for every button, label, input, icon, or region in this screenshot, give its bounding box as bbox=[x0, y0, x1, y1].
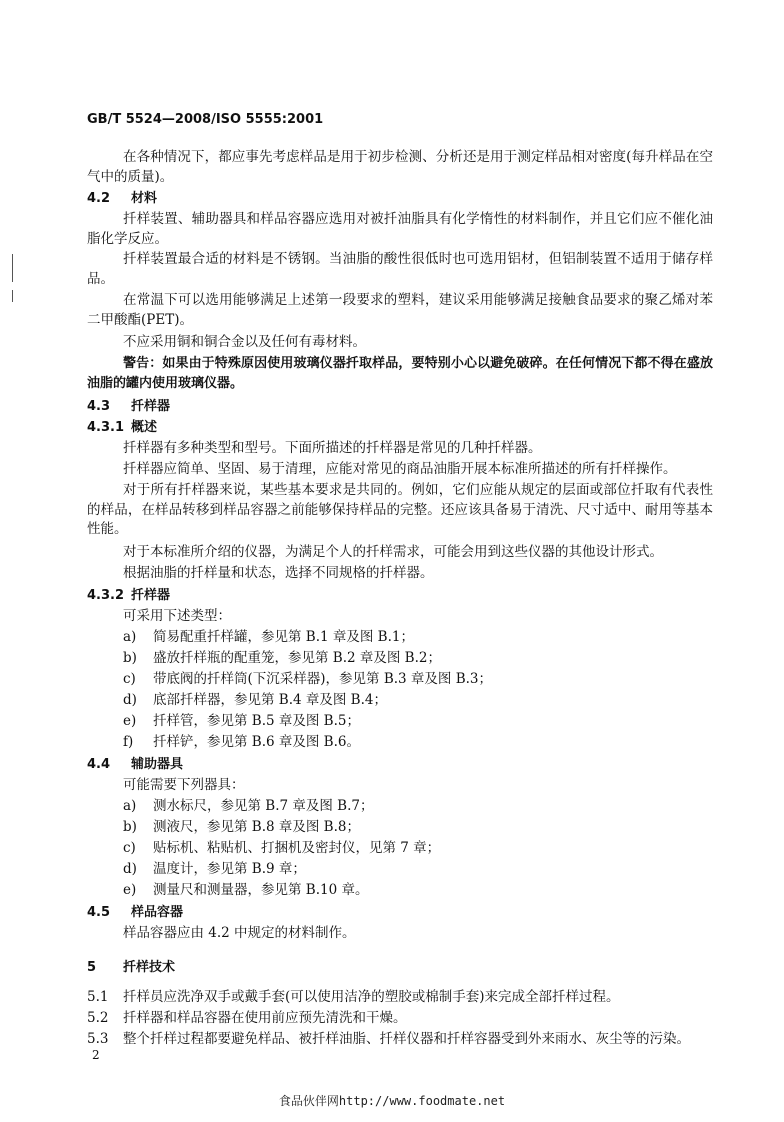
list-text: 带底阀的扦样筒(下沉采样器)，参见第 B.3 章及图 B.3； bbox=[153, 671, 493, 687]
clause bbox=[87, 1030, 690, 1050]
list-text: 测量尺和测量器，参见第 B.10 章。 bbox=[153, 882, 369, 898]
section-title: 概述 bbox=[131, 420, 158, 435]
section-title: 扦样器 bbox=[131, 588, 171, 603]
list-item bbox=[123, 691, 387, 711]
list-item bbox=[123, 881, 368, 901]
paragraph: 扦样器应简单、坚固、易于清理，应能对常见的商品油脂开展本标准所描述的所有扦样操作。 bbox=[123, 461, 677, 477]
section-title: 样品容器 bbox=[131, 905, 184, 920]
paragraph: 对于本标准所介绍的仪器，为满足个人的扦样需求，可能会用到这些仪器的其他设计形式。 bbox=[123, 544, 663, 560]
list-intro: 可采用下述类型： bbox=[123, 608, 231, 624]
list-item bbox=[123, 797, 373, 817]
list-text: 底部扦样器，参见第 B.4 章及图 B.4； bbox=[153, 692, 387, 708]
list-item bbox=[123, 628, 414, 648]
paragraph: 对于所有扦样器来说，某些基本要求是共同的。例如，它们应能从规定的层面或部位扦取有代表性的样品，在样品转移到样品容器之前能够保持样品的完整。还应该具备易于清洗、尺寸适中、耐用等基本性能。 bbox=[87, 482, 713, 537]
list-item bbox=[123, 670, 492, 690]
list-item bbox=[123, 818, 360, 838]
list-text: 扦样铲，参见第 B.6 章及图 B.6。 bbox=[153, 734, 360, 750]
section-number: 4.3 bbox=[87, 399, 111, 414]
margin-mark bbox=[12, 290, 13, 302]
margin-mark bbox=[12, 254, 13, 282]
section-4-3-heading bbox=[87, 397, 170, 417]
section-number: 4.3.2 bbox=[87, 588, 125, 603]
list-marker: c) bbox=[123, 840, 136, 856]
list-marker: a) bbox=[123, 629, 137, 645]
footer-watermark: 食品伙伴网http://www.foodmate.net bbox=[278, 1094, 506, 1108]
section-title: 辅助器具 bbox=[131, 757, 184, 772]
section-4-3-2-heading bbox=[87, 586, 170, 606]
clause-number: 5.1 bbox=[87, 989, 109, 1005]
section-title: 材料 bbox=[131, 191, 158, 206]
section-number: 4.2 bbox=[87, 191, 111, 206]
page-number: 2 bbox=[92, 1048, 100, 1062]
paragraph: 扦样装置、辅助器具和样品容器应选用对被扦油脂具有化学惰性的材料制作，并且它们应不催化油脂化学反应。 bbox=[87, 211, 713, 247]
list-marker: b) bbox=[123, 650, 137, 666]
section-number: 4.5 bbox=[87, 905, 111, 920]
warning-paragraph: 警告：如果由于特殊原因使用玻璃仪器扦取样品，要特别小心以避免破碎。在任何情况下都不得在盛放油脂的罐内使用玻璃仪器。 bbox=[87, 356, 713, 391]
clause-number: 5.2 bbox=[87, 1010, 109, 1026]
list-marker: e) bbox=[123, 713, 137, 729]
list-marker: b) bbox=[123, 819, 137, 835]
list-item bbox=[123, 733, 360, 753]
list-text: 测水标尺，参见第 B.7 章及图 B.7； bbox=[153, 798, 374, 814]
paragraph: 根据油脂的扦样量和状态，选择不同规格的扦样器。 bbox=[123, 565, 434, 581]
section-4-3-1-heading bbox=[87, 418, 157, 438]
clause bbox=[87, 1009, 407, 1029]
clause-text: 扦样器和样品容器在使用前应预先清洗和干燥。 bbox=[123, 1010, 407, 1026]
section-number: 5 bbox=[87, 960, 97, 975]
clause-number: 5.3 bbox=[87, 1031, 109, 1047]
standard-header: GB/T 5524—2008/ISO 5555:2001 bbox=[87, 112, 324, 127]
list-text: 测液尺，参见第 B.8 章及图 B.8； bbox=[153, 819, 360, 835]
list-intro: 可能需要下列器具： bbox=[123, 777, 245, 793]
list-marker: d) bbox=[123, 861, 137, 877]
clause bbox=[87, 988, 620, 1008]
section-5-heading bbox=[87, 958, 175, 978]
list-item bbox=[123, 649, 441, 669]
list-marker: a) bbox=[123, 798, 137, 814]
paragraph: 扦样装置最合适的材料是不锈钢。当油脂的酸性很低时也可选用铝材，但铝制装置不适用于储存样品。 bbox=[87, 251, 713, 287]
list-text: 盛放扦样瓶的配重笼，参见第 B.2 章及图 B.2； bbox=[153, 650, 441, 666]
section-number: 4.3.1 bbox=[87, 420, 125, 435]
clause-text: 扦样员应洗净双手或戴手套(可以使用洁净的塑胶或棉制手套)来完成全部扦样过程。 bbox=[123, 989, 620, 1005]
section-title: 扦样技术 bbox=[123, 960, 176, 975]
section-4-2-heading bbox=[87, 189, 157, 209]
list-marker: f) bbox=[123, 734, 134, 750]
list-text: 简易配重扦样罐，参见第 B.1 章及图 B.1； bbox=[153, 629, 414, 645]
paragraph: 在常温下可以选用能够满足上述第一段要求的塑料，建议采用能够满足接触食品要求的聚乙烯对苯二甲酸酯(PET)。 bbox=[87, 292, 713, 328]
list-text: 扦样管，参见第 B.5 章及图 B.5； bbox=[153, 713, 360, 729]
paragraph: 不应采用铜和铜合金以及任何有毒材料。 bbox=[123, 334, 366, 350]
paragraph: 扦样器有多种类型和型号。下面所描述的扦样器是常见的几种扦样器。 bbox=[123, 440, 542, 456]
list-text: 贴标机、粘贴机、打捆机及密封仪，见第 7 章； bbox=[153, 840, 441, 856]
list-item bbox=[123, 839, 440, 859]
list-item bbox=[123, 712, 360, 732]
list-item bbox=[123, 860, 306, 880]
section-number: 4.4 bbox=[87, 757, 111, 772]
clause-text: 整个扦样过程都要避免样品、被扦样油脂、扦样仪器和扦样容器受到外来雨水、灰尘等的污染。 bbox=[123, 1031, 690, 1047]
list-text: 温度计，参见第 B.9 章； bbox=[153, 861, 306, 877]
section-4-5-heading bbox=[87, 903, 183, 923]
intro-paragraph: 在各种情况下，都应事先考虑样品是用于初步检测、分析还是用于测定样品相对密度(每升样品在空气中的质量)。 bbox=[87, 149, 713, 185]
section-title: 扦样器 bbox=[131, 399, 171, 414]
section-4-4-heading bbox=[87, 755, 183, 775]
list-marker: c) bbox=[123, 671, 136, 687]
paragraph: 样品容器应由 4.2 中规定的材料制作。 bbox=[123, 925, 356, 941]
list-marker: e) bbox=[123, 882, 137, 898]
list-marker: d) bbox=[123, 692, 137, 708]
